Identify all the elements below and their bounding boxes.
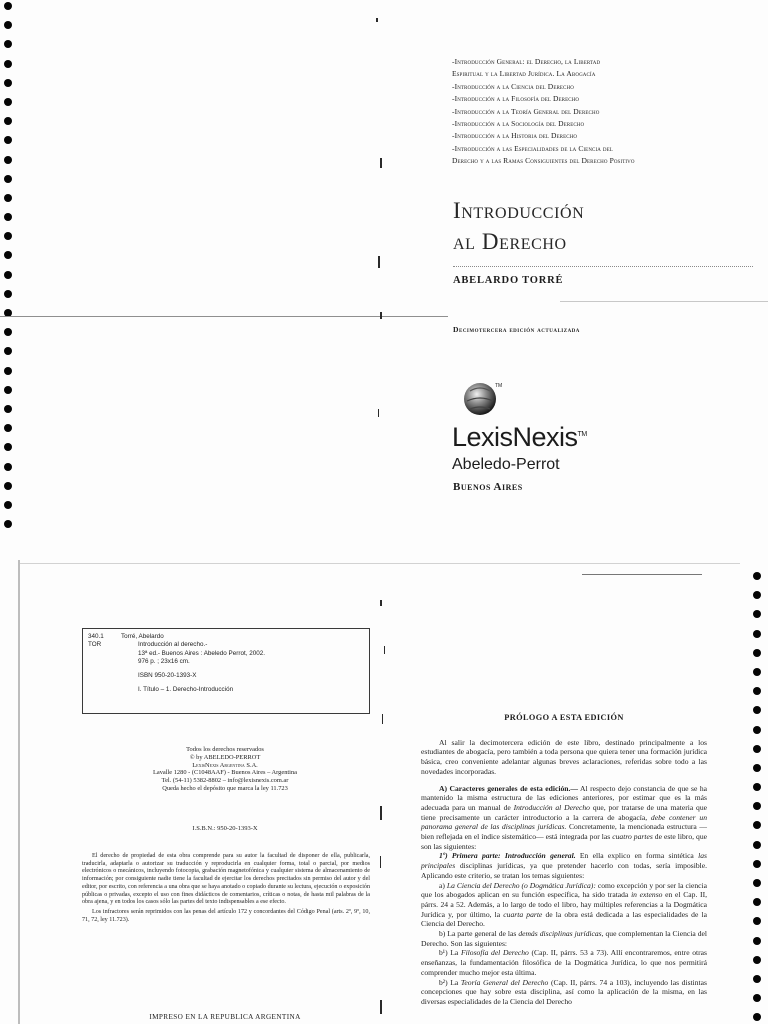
- binder-hole: [4, 463, 12, 471]
- binder-hole: [4, 405, 12, 413]
- binder-hole: [4, 194, 12, 202]
- lexisnexis-globe-logo: [462, 377, 504, 424]
- binder-hole: [4, 213, 12, 221]
- scan-mark: [378, 256, 380, 268]
- legal-notice: [82, 853, 370, 926]
- prologue-page: [421, 713, 707, 1007]
- printed-in-line: IMPRESO EN LA REPUBLICA ARGENTINA: [149, 1013, 301, 1021]
- scan-line: [582, 574, 702, 575]
- binder-hole: [4, 328, 12, 336]
- binder-hole: [4, 367, 12, 375]
- binder-hole: [4, 424, 12, 432]
- binder-hole: [4, 40, 12, 48]
- globe-tm-mark: TM: [495, 383, 503, 389]
- binder-hole: [753, 745, 761, 753]
- author-name: ABELARDO TORRÉ: [453, 275, 564, 286]
- binder-hole: [753, 649, 761, 657]
- binder-hole: [753, 994, 761, 1002]
- binder-hole: [753, 898, 761, 906]
- binder-hole: [753, 726, 761, 734]
- catalog-title: Introducción al derecho.-: [138, 641, 208, 649]
- scan-mark: [376, 18, 378, 22]
- binder-hole: [753, 630, 761, 638]
- scan-mark: [378, 409, 379, 417]
- scan-mark: [380, 806, 382, 820]
- series-item: -Introducción a la Sociología del Derecho: [452, 119, 585, 129]
- binder-hole: [753, 956, 761, 964]
- edition-note: Decimotercera edición actualizada: [453, 325, 580, 334]
- spread-page: [0, 560, 768, 1024]
- scan-line: [18, 560, 20, 1024]
- binder-hole: [753, 610, 761, 618]
- catalog-class-number: 340.1: [88, 633, 104, 640]
- binder-hole: [4, 482, 12, 490]
- binder-hole: [753, 937, 761, 945]
- binder-hole: [4, 347, 12, 355]
- catalog-author: Torré, Abelardo: [121, 633, 164, 640]
- scan-mark: [380, 312, 382, 319]
- prologue-item-a: a) La Ciencia del Derecho (o Dogmática Jurídica): como excepción y por ser la ciencia que los abogados aplican en su función específica, ha sido tratada in extenso en el Cap. II, párrs. 24 a 52. Además, a lo largo de todo el libro, hay múltiples referencias a la Dogmática Jurídica y, por último, la cuarta parte de la obra está dedicada a las especialidades de la Ciencia del Derecho.: [421, 880, 708, 929]
- binder-hole: [753, 687, 761, 695]
- binder-hole: [753, 572, 761, 580]
- binder-hole: [753, 668, 761, 676]
- binder-hole: [4, 156, 12, 164]
- binder-hole: [4, 60, 12, 68]
- prologue-item-b1: b¹) La Filosofía del Derecho (Cap. II, párrs. 53 a 73). Allí encontraremos, entre otras enseñanzas, la fundamentación filosófica de la Dogmática Jurídica, lo que nos permitirá comprender mucho mejor esta última.: [421, 948, 707, 977]
- binder-holes-left: [4, 2, 12, 539]
- library-catalog-card: [82, 628, 370, 714]
- prologue-item-b2: b²) La Teoría General del Derecho (Cap. II, párrs. 74 a 103), incluyendo las distintas concepciones que hay sobre esta disciplina, así como la aplicación de la misma, en las diversas especialidades de la Ciencia del Derecho: [421, 977, 707, 1006]
- publisher-imprint: Abeledo-Perrot: [452, 456, 560, 473]
- scan-mark: [382, 714, 383, 724]
- binder-hole: [4, 98, 12, 106]
- binder-hole: [753, 591, 761, 599]
- binder-hole: [4, 79, 12, 87]
- series-item: -Introducción a la Filosofía del Derecho: [452, 94, 580, 104]
- series-item: Derecho y a las Ramas Consiguientes del Derecho Positivo: [452, 156, 635, 166]
- catalog-isbn: ISBN 950-20-1393-X: [138, 672, 197, 680]
- rights-line: LexisNexis Argentina S.A.: [192, 761, 258, 769]
- title-divider: [453, 266, 753, 267]
- catalog-class-code: TOR: [88, 641, 102, 649]
- series-item: -Introducción a las Especialidades de la Ciencia del: [452, 143, 613, 153]
- binder-hole: [753, 841, 761, 849]
- binder-hole: [4, 117, 12, 125]
- binder-hole: [753, 706, 761, 714]
- prologue-intro: Al salir la decimotercera edición de este libro, destinado principalmente a los estudiantes de abogacía, pero también a toda persona que quiera tener una formación jurídica básica, creo conveniente adelantar algunas breves aclaraciones, referidas sobre todo a las novedades incorporadas.: [421, 737, 707, 776]
- binder-hole: [753, 879, 761, 887]
- series-item: -Introducción a la Teoría General del Derecho: [452, 106, 600, 116]
- binder-hole: [753, 860, 761, 868]
- prologue-heading: PRÓLOGO A ESTA EDICIÓN: [504, 713, 624, 722]
- book-title-line-1: Introducción: [453, 198, 585, 223]
- legal-paragraph: El derecho de propiedad de esta obra comprende para su autor la facultad de disponer de ella, publicarla, traducirla, adaptarla o autorizar su traducción y reproducirla en cualquier forma, total o parcial, por medios electrónicos o mecánicos, incluyendo fotocopia, grabación magnetofónica y cualquier sistema de almacenamiento de información; por consiguiente nadie tiene la facultad de ejercitar los derechos precitados sin permiso del autor y del editor, por escrito, con referencia a una obra que se haya anotado o copiado durante su lectura, ejecución o exposición públicas o privadas, excepto el uso con fines didácticos de comentarios, críticas o notas, de hasta mil palabras de la obra ajena, y en todos los casos sólo las partes del texto indispensables a ese efecto.: [82, 853, 370, 906]
- binder-hole: [4, 175, 12, 183]
- series-list: [452, 56, 752, 168]
- binder-hole: [4, 386, 12, 394]
- binder-holes-right: [753, 572, 761, 1024]
- binder-hole: [4, 251, 12, 259]
- binder-hole: [753, 821, 761, 829]
- lexisnexis-wordmark: LexisNexis™: [452, 422, 587, 452]
- rights-line: © by ABELEDO-PERROT: [189, 753, 261, 761]
- rights-line: Todos los derechos reservados: [186, 746, 264, 753]
- series-item: Espiritual y la Libertad Jurídica. La Abogacía: [452, 69, 596, 79]
- catalog-edition: 13ª ed.- Buenos Aires : Abeledo Perrot, 2002.: [138, 649, 265, 657]
- binder-hole: [4, 232, 12, 240]
- binder-hole: [753, 783, 761, 791]
- rights-line: Tel. (54-11) 5382-8802 – info@lexisnexis.com.ar: [161, 777, 289, 785]
- scan-mark: [380, 600, 382, 606]
- binder-hole: [4, 136, 12, 144]
- binder-hole: [753, 764, 761, 772]
- rights-line: Queda hecho el depósito que marca la ley 11.723: [162, 784, 288, 792]
- binder-hole: [4, 21, 12, 29]
- isbn-line: I.S.B.N.: 950-20-1393-X: [192, 825, 258, 832]
- wordmark-tm: TM: [577, 431, 587, 438]
- rights-block: [80, 746, 370, 793]
- catalog-extent: 976 p. ; 23x16 cm.: [138, 657, 190, 665]
- scan-line: [20, 563, 740, 564]
- catalog-subjects: I. Título – 1. Derecho-Introducción: [138, 686, 234, 694]
- publisher-city: Buenos Aires: [453, 481, 523, 493]
- rights-line: Lavalle 1280 - (C1048AAF) - Buenos Aires – Argentina: [152, 769, 297, 777]
- series-item: -Introducción a la Ciencia del Derecho: [452, 81, 574, 91]
- binder-hole: [4, 2, 12, 10]
- scan-mark: [380, 158, 382, 168]
- binder-hole: [4, 443, 12, 451]
- binder-hole: [753, 1013, 761, 1021]
- prologue-item-b: b) La parte general de las demás disciplinas jurídicas, que complementan la Ciencia del Derecho. Son las siguientes:: [421, 929, 707, 948]
- binder-hole: [4, 501, 12, 509]
- scan-mark: [380, 856, 381, 868]
- binder-hole: [753, 975, 761, 983]
- binder-hole: [753, 917, 761, 925]
- binder-hole: [4, 520, 12, 528]
- legal-paragraph: Los infractores serán reprimidos con las penas del artículo 172 y concordantes del Código Penal (arts. 2º, 9º, 10, 71, 72, ley 11.723).: [82, 908, 370, 923]
- binder-hole: [4, 290, 12, 298]
- scan-mark: [380, 1000, 382, 1014]
- book-title-line-2: al Derecho: [453, 229, 567, 254]
- series-item: -Introducción a la Historia del Derecho: [452, 131, 578, 141]
- scan-line: [560, 301, 768, 302]
- prologue-section-a: A) Caracteres generales de esta edición.— Al respecto dejo constancia de que se ha mantenido la misma estructura de las ediciones anteriores, por estimar que es la más adecuada para un manual de Introducción al Derecho que, por tratarse de una materia que tiene precisamente un carácter introductorio a la carrera de abogacía, debe contener un panorama general de las disciplinas jurídicas. Concretamente, la mencionada estructura —bien reflejada en el índice sistemático— está integrada por las cuatro partes de este libro, que son las siguientes:: [421, 783, 708, 851]
- series-item: -Introducción General: el Derecho, la Libertad: [452, 57, 601, 66]
- binder-hole: [4, 271, 12, 279]
- prologue-part-1: 1º) Primera parte: Introducción general. En ella explico en forma sintética las principales disciplinas jurídicas, ya que pretender hacerlo con todas, sería imposible. Aplicando este criterio, se tratan los temas siguientes:: [421, 851, 707, 880]
- binder-hole: [753, 802, 761, 810]
- scan-mark: [384, 646, 385, 654]
